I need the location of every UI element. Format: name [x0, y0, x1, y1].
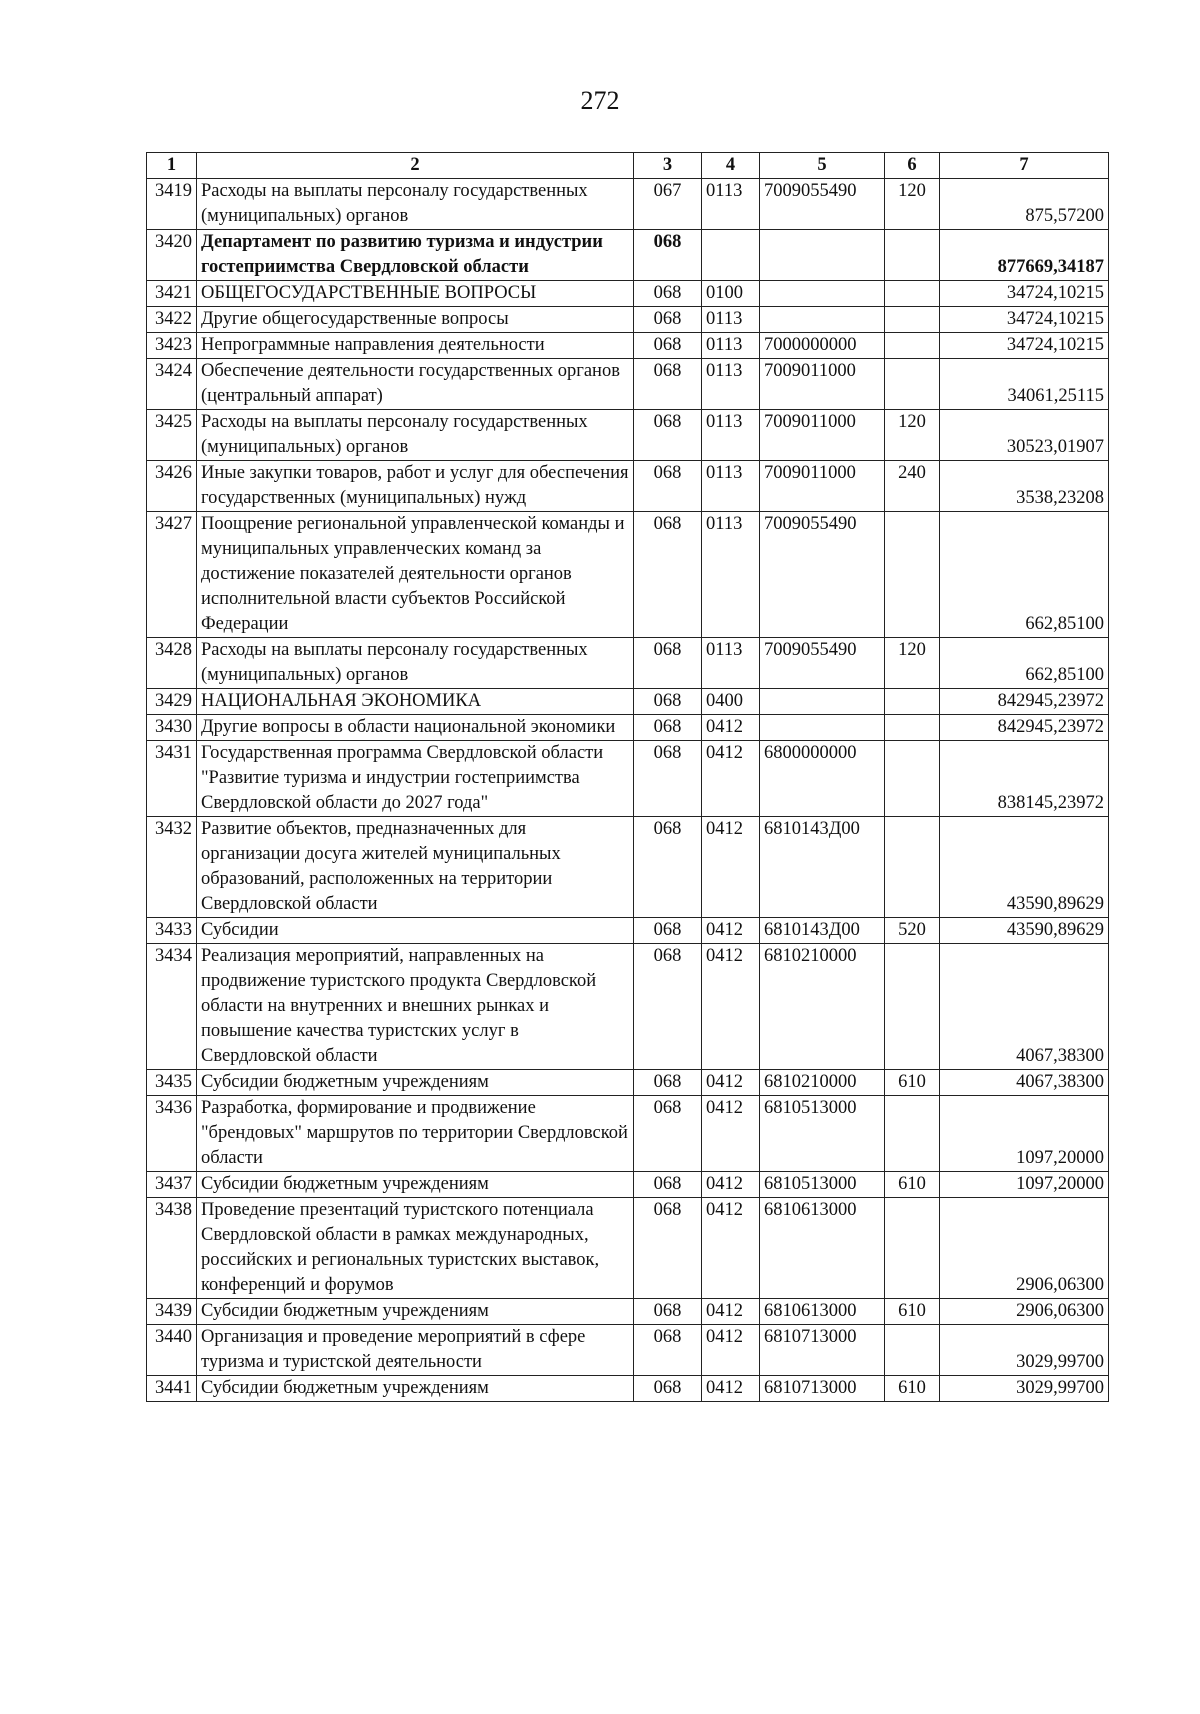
row-code-4: 0412 — [702, 1198, 760, 1299]
row-amount: 34724,10215 — [940, 281, 1109, 307]
row-amount: 842945,23972 — [940, 715, 1109, 741]
row-name: ОБЩЕГОСУДАРСТВЕННЫЕ ВОПРОСЫ — [197, 281, 634, 307]
row-amount: 30523,01907 — [940, 410, 1109, 461]
row-amount: 34061,25115 — [940, 359, 1109, 410]
row-code-5 — [760, 715, 885, 741]
row-name: Поощрение региональной управленческой команды и муниципальных управленческих команд за достижение показателей деятельности органов исполнительной власти субъектов Российской Федерации — [197, 512, 634, 638]
row-code-5 — [760, 689, 885, 715]
row-code-3: 068 — [634, 1325, 702, 1376]
row-code-5: 7009011000 — [760, 359, 885, 410]
row-name: Субсидии бюджетным учреждениям — [197, 1376, 634, 1402]
row-code-5: 6810713000 — [760, 1376, 885, 1402]
row-code-4: 0412 — [702, 1299, 760, 1325]
row-name: Субсидии бюджетным учреждениям — [197, 1172, 634, 1198]
table-row — [147, 689, 1109, 715]
row-code-3: 068 — [634, 1070, 702, 1096]
row-code-3: 068 — [634, 1376, 702, 1402]
row-name: Иные закупки товаров, работ и услуг для обеспечения государственных (муниципальных) нужд — [197, 461, 634, 512]
row-code-6 — [885, 944, 940, 1070]
row-amount: 4067,38300 — [940, 944, 1109, 1070]
row-name: Субсидии бюджетным учреждениям — [197, 1070, 634, 1096]
row-amount: 875,57200 — [940, 179, 1109, 230]
row-code-5: 6810713000 — [760, 1325, 885, 1376]
row-code-6: 610 — [885, 1299, 940, 1325]
row-code-3: 068 — [634, 410, 702, 461]
row-code-6 — [885, 689, 940, 715]
row-code-4: 0412 — [702, 1172, 760, 1198]
row-name: Государственная программа Свердловской области "Развитие туризма и индустрии гостеприимства Свердловской области до 2027 года" — [197, 741, 634, 817]
row-code-5: 6810513000 — [760, 1096, 885, 1172]
row-number: 3434 — [147, 944, 197, 1070]
row-number: 3423 — [147, 333, 197, 359]
row-number: 3427 — [147, 512, 197, 638]
row-code-3: 068 — [634, 689, 702, 715]
row-code-5: 7009055490 — [760, 512, 885, 638]
row-number: 3432 — [147, 817, 197, 918]
row-code-6: 610 — [885, 1376, 940, 1402]
row-code-6 — [885, 715, 940, 741]
row-code-3: 068 — [634, 944, 702, 1070]
table-row — [147, 1376, 1109, 1402]
row-code-3: 068 — [634, 333, 702, 359]
row-name: Субсидии — [197, 918, 634, 944]
row-code-3: 068 — [634, 1096, 702, 1172]
row-code-6 — [885, 817, 940, 918]
row-name: Субсидии бюджетным учреждениям — [197, 1299, 634, 1325]
table-row — [147, 741, 1109, 817]
table-row — [147, 1299, 1109, 1325]
row-code-4: 0412 — [702, 944, 760, 1070]
row-number: 3420 — [147, 230, 197, 281]
row-code-3: 068 — [634, 1198, 702, 1299]
row-amount: 838145,23972 — [940, 741, 1109, 817]
row-code-4: 0113 — [702, 333, 760, 359]
row-code-5: 7009011000 — [760, 461, 885, 512]
row-code-3: 068 — [634, 715, 702, 741]
row-code-4: 0412 — [702, 817, 760, 918]
row-code-6 — [885, 1198, 940, 1299]
row-amount: 842945,23972 — [940, 689, 1109, 715]
row-code-4: 0113 — [702, 461, 760, 512]
row-amount: 4067,38300 — [940, 1070, 1109, 1096]
row-number: 3429 — [147, 689, 197, 715]
row-number: 3421 — [147, 281, 197, 307]
row-code-5: 6810143Д00 — [760, 817, 885, 918]
row-code-5: 7009011000 — [760, 410, 885, 461]
row-code-6 — [885, 1096, 940, 1172]
row-name: Департамент по развитию туризма и индустрии гостеприимства Свердловской области — [197, 230, 634, 281]
row-code-6: 520 — [885, 918, 940, 944]
table-row — [147, 1070, 1109, 1096]
row-number: 3424 — [147, 359, 197, 410]
row-code-3: 068 — [634, 230, 702, 281]
row-name: Другие общегосударственные вопросы — [197, 307, 634, 333]
row-code-4: 0113 — [702, 359, 760, 410]
row-amount: 3029,99700 — [940, 1376, 1109, 1402]
row-amount: 662,85100 — [940, 512, 1109, 638]
table-row — [147, 944, 1109, 1070]
row-amount: 662,85100 — [940, 638, 1109, 689]
row-code-5 — [760, 281, 885, 307]
budget-table — [146, 152, 1109, 1402]
row-name: Обеспечение деятельности государственных органов (центральный аппарат) — [197, 359, 634, 410]
row-code-3: 068 — [634, 281, 702, 307]
column-header: 5 — [760, 153, 885, 179]
row-code-4: 0113 — [702, 512, 760, 638]
row-name: НАЦИОНАЛЬНАЯ ЭКОНОМИКА — [197, 689, 634, 715]
row-code-4: 0412 — [702, 715, 760, 741]
row-code-3: 068 — [634, 307, 702, 333]
row-code-6 — [885, 741, 940, 817]
column-header: 1 — [147, 153, 197, 179]
row-code-6: 610 — [885, 1070, 940, 1096]
row-code-3: 067 — [634, 179, 702, 230]
row-code-3: 068 — [634, 741, 702, 817]
row-number: 3436 — [147, 1096, 197, 1172]
row-code-6 — [885, 333, 940, 359]
row-code-6: 120 — [885, 410, 940, 461]
row-amount: 34724,10215 — [940, 307, 1109, 333]
row-code-3: 068 — [634, 1299, 702, 1325]
row-number: 3422 — [147, 307, 197, 333]
row-amount: 43590,89629 — [940, 918, 1109, 944]
table-row — [147, 410, 1109, 461]
row-amount: 3538,23208 — [940, 461, 1109, 512]
row-code-3: 068 — [634, 817, 702, 918]
row-number: 3441 — [147, 1376, 197, 1402]
row-code-5: 6810210000 — [760, 1070, 885, 1096]
table-row — [147, 307, 1109, 333]
row-name: Непрограммные направления деятельности — [197, 333, 634, 359]
row-amount: 34724,10215 — [940, 333, 1109, 359]
row-code-6 — [885, 230, 940, 281]
row-number: 3437 — [147, 1172, 197, 1198]
row-name: Проведение презентаций туристского потенциала Свердловской области в рамках международных, российских и региональных туристских выставок, конференций и форумов — [197, 1198, 634, 1299]
row-name: Разработка, формирование и продвижение "брендовых" маршрутов по территории Свердловской области — [197, 1096, 634, 1172]
row-code-4: 0100 — [702, 281, 760, 307]
row-code-4: 0412 — [702, 741, 760, 817]
row-code-6: 240 — [885, 461, 940, 512]
row-name: Расходы на выплаты персоналу государственных (муниципальных) органов — [197, 179, 634, 230]
row-name: Организация и проведение мероприятий в сфере туризма и туристской деятельности — [197, 1325, 634, 1376]
row-code-5: 6810143Д00 — [760, 918, 885, 944]
page-number: 272 — [580, 86, 620, 115]
column-header: 2 — [197, 153, 634, 179]
table-row — [147, 461, 1109, 512]
row-code-4: 0412 — [702, 1325, 760, 1376]
row-name: Развитие объектов, предназначенных для организации досуга жителей муниципальных образований, расположенных на территории Свердловской области — [197, 817, 634, 918]
row-amount: 877669,34187 — [940, 230, 1109, 281]
column-header: 4 — [702, 153, 760, 179]
row-code-5: 6800000000 — [760, 741, 885, 817]
row-number: 3435 — [147, 1070, 197, 1096]
table-row — [147, 918, 1109, 944]
row-code-4: 0113 — [702, 307, 760, 333]
row-name: Расходы на выплаты персоналу государственных (муниципальных) органов — [197, 410, 634, 461]
row-code-6 — [885, 281, 940, 307]
row-number: 3433 — [147, 918, 197, 944]
row-code-4 — [702, 230, 760, 281]
table-row — [147, 715, 1109, 741]
column-header: 6 — [885, 153, 940, 179]
row-code-6 — [885, 1325, 940, 1376]
row-code-3: 068 — [634, 918, 702, 944]
table-row — [147, 1198, 1109, 1299]
row-code-5: 7009055490 — [760, 179, 885, 230]
table-row — [147, 359, 1109, 410]
table-row — [147, 333, 1109, 359]
row-code-5: 7009055490 — [760, 638, 885, 689]
table-row — [147, 1096, 1109, 1172]
row-code-5 — [760, 307, 885, 333]
row-number: 3428 — [147, 638, 197, 689]
row-code-6 — [885, 512, 940, 638]
row-code-3: 068 — [634, 461, 702, 512]
row-code-4: 0412 — [702, 1070, 760, 1096]
row-number: 3419 — [147, 179, 197, 230]
row-number: 3438 — [147, 1198, 197, 1299]
row-code-3: 068 — [634, 638, 702, 689]
row-amount: 1097,20000 — [940, 1096, 1109, 1172]
row-amount: 1097,20000 — [940, 1172, 1109, 1198]
row-amount: 43590,89629 — [940, 817, 1109, 918]
row-code-4: 0400 — [702, 689, 760, 715]
row-code-6 — [885, 359, 940, 410]
table-header-row — [147, 153, 1109, 179]
row-amount: 2906,06300 — [940, 1198, 1109, 1299]
row-code-6: 120 — [885, 638, 940, 689]
row-amount: 3029,99700 — [940, 1325, 1109, 1376]
row-code-5: 7000000000 — [760, 333, 885, 359]
row-code-5: 6810210000 — [760, 944, 885, 1070]
table-row — [147, 1325, 1109, 1376]
row-code-5: 6810513000 — [760, 1172, 885, 1198]
table-row — [147, 281, 1109, 307]
row-number: 3430 — [147, 715, 197, 741]
row-code-3: 068 — [634, 359, 702, 410]
table-row — [147, 817, 1109, 918]
row-code-4: 0412 — [702, 918, 760, 944]
row-amount: 2906,06300 — [940, 1299, 1109, 1325]
table-row — [147, 179, 1109, 230]
row-number: 3431 — [147, 741, 197, 817]
row-number: 3425 — [147, 410, 197, 461]
table-row — [147, 638, 1109, 689]
table-body — [147, 179, 1109, 1402]
row-name: Другие вопросы в области национальной экономики — [197, 715, 634, 741]
column-header: 7 — [940, 153, 1109, 179]
table-row — [147, 512, 1109, 638]
row-code-6: 120 — [885, 179, 940, 230]
table-row — [147, 1172, 1109, 1198]
row-number: 3440 — [147, 1325, 197, 1376]
row-code-4: 0113 — [702, 410, 760, 461]
row-code-5: 6810613000 — [760, 1299, 885, 1325]
row-code-4: 0113 — [702, 638, 760, 689]
row-code-6 — [885, 307, 940, 333]
row-code-5: 6810613000 — [760, 1198, 885, 1299]
row-code-4: 0412 — [702, 1376, 760, 1402]
row-code-3: 068 — [634, 512, 702, 638]
row-name: Реализация мероприятий, направленных на продвижение туристского продукта Свердловской области на внутренних и внешних рынках и повышение качества туристских услуг в Свердловской области — [197, 944, 634, 1070]
row-code-4: 0113 — [702, 179, 760, 230]
table-row — [147, 230, 1109, 281]
row-number: 3439 — [147, 1299, 197, 1325]
row-name: Расходы на выплаты персоналу государственных (муниципальных) органов — [197, 638, 634, 689]
row-code-3: 068 — [634, 1172, 702, 1198]
row-code-5 — [760, 230, 885, 281]
row-code-4: 0412 — [702, 1096, 760, 1172]
row-code-6: 610 — [885, 1172, 940, 1198]
column-header: 3 — [634, 153, 702, 179]
row-number: 3426 — [147, 461, 197, 512]
